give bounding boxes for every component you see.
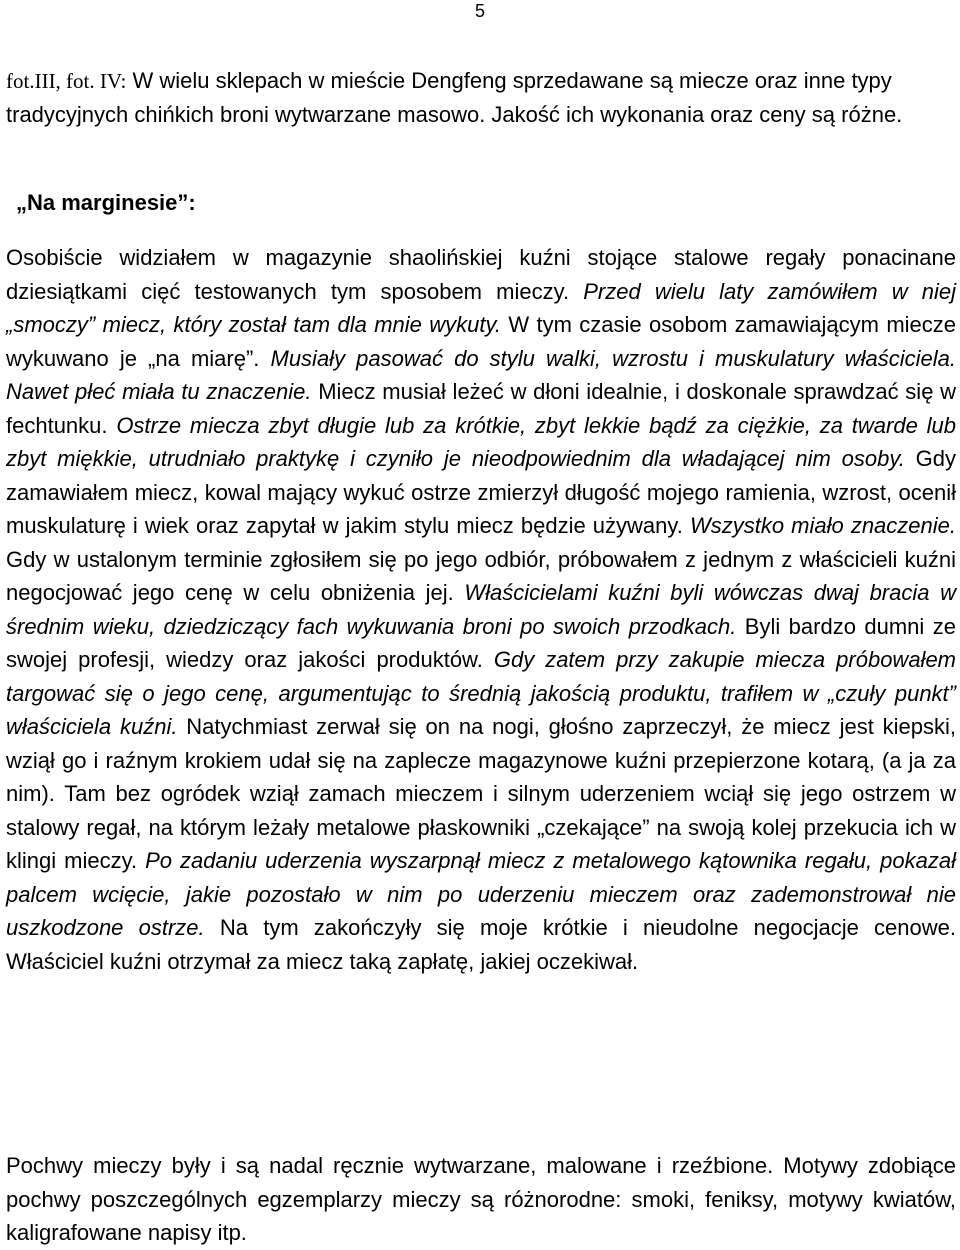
anecdote-sentence: Miecz musiał leżeć w dłoni idealnie, i doskonale sprawdzać się w fechtunku. xyxy=(6,379,956,438)
anecdote-sentence: Osobiście widziałem w magazynie shaolińskiej kuźni stojące stalowe regały ponacinane dziesiątkami cięć testowanych tym sposobem mieczy. xyxy=(6,245,956,304)
anecdote-sentence: Nawet płeć miała tu znaczenie. xyxy=(6,379,319,404)
anecdote-sentence: Byli bardzo dumni ze swojej profesji, wiedzy oraz jakości produktów. xyxy=(6,613,956,672)
anecdote-sentence: Właścicielami kuźni byli wówczas dwaj bracia w średnim wieku, dziedziczący fach wykuwania broni po swoich przodkach. xyxy=(6,580,956,639)
anecdote-sentence: Wszystko miało znaczenie. xyxy=(689,513,956,538)
anecdote-sentence: Natychmiast zerwał się on na nogi, głośno zaprzeczył, że miecz jest kiepski, wziął go i raźnym krokiem udał się na zaplecze magazynowe kuźni przepierzone kotarą, (a ja za nim). xyxy=(6,714,957,806)
anecdote-sentence: Musiały pasować do stylu walki, wzrostu i muskulatury właściciela. xyxy=(270,345,956,371)
anecdote-sentence: Na tym zakończyły się moje krótkie i nieudolne negocjacje cenowe. xyxy=(219,915,956,940)
anecdote-sentence: Gdy w ustalonym terminie zgłosiłem się po jego odbiór, próbowałem z jednym z właścicieli kuźni negocjować jego cenę w celu obniżenia jej. xyxy=(6,546,956,605)
anecdote-sentence: Właściciel kuźni otrzymał za miecz taką zapłatę, jakiej oczekiwał. xyxy=(6,948,639,974)
anecdote-sentence: Gdy zamawiałem miecz, kowal mający wykuć ostrze zmierzył długość mojego ramienia, wzrost, ocenił muskulaturę i wiek oraz zapytał w jakim stylu miecz będzie używany. xyxy=(6,446,956,538)
anecdote-sentence: Przed wielu laty zamówiłem w niej „smoczy” miecz, który został tam dla mnie wykuty. xyxy=(6,278,957,337)
anecdote-sentence: Gdy zatem przy zakupie miecza próbowałem targować się o jego cenę, argumentując to średnią jakością produktu, trafiłem w „czuły punkt” właściciela kuźni. xyxy=(6,647,957,739)
section-heading: „Na marginesie”: xyxy=(16,190,196,215)
page-number: 5 xyxy=(474,1,485,21)
anecdote-sentence: Tam bez ogródek wziął zamach mieczem i silnym uderzeniem wciął się jego ostrzem w stalowy regał, na którym leżały metalowe płaskowniki „czekające” na swoją kolej przekucia ich w klingi mieczy. xyxy=(6,781,956,873)
anecdote-paragraph xyxy=(6,241,956,978)
caption-text: W wielu sklepach w mieście Dengfeng sprzedawane są miecze oraz inne typy tradycyjnych chińkich broni wytwarzane masowo. Jakość ich wykonania oraz ceny są różne. xyxy=(6,68,903,127)
closing-paragraph: Pochwy mieczy były i są nadal ręcznie wytwarzane, malowane i rzeźbione. Motywy zdobiące pochwy poszczególnych egzemplarzy mieczy są różnorodne: smoki, feniksy, motywy kwiatów, kaligrafowane napisy itp. xyxy=(6,1153,956,1245)
anecdote-sentence: Po zadaniu uderzenia wyszarpnął miecz z metalowego kątownika regału, pokazał palcem wcięcie, jakie pozostało w nim po uderzeniu mieczem oraz zademonstrował nie uszkodzone ostrze. xyxy=(6,848,956,940)
anecdote-sentence: W tym czasie osobom zamawiającym miecze wykuwano je „na miarę”. xyxy=(6,312,957,371)
photo-caption xyxy=(6,64,936,131)
anecdote-sentence: Ostrze miecza zbyt długie lub za krótkie, zbyt lekkie bądź za ciężkie, za twarde lub zbyt miękkie, utrudniało praktykę i czyniło je nieodpowiednim dla władającej nim osoby. xyxy=(6,412,956,471)
figure-reference: fot.III, fot. IV: xyxy=(6,69,127,93)
